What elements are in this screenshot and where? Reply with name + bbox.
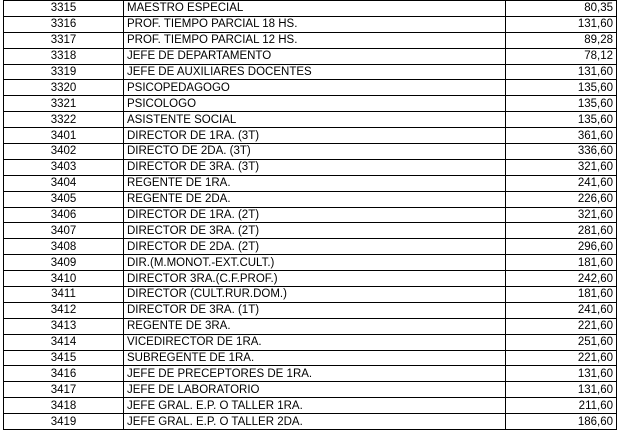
table-row [4,271,617,287]
value-cell: 211,60 [506,398,617,414]
description-cell: PROF. TIEMPO PARCIAL 18 HS. [124,16,506,32]
description-cell: ASISTENTE SOCIAL [124,112,506,128]
description-cell: PROF. TIEMPO PARCIAL 12 HS. [124,32,506,48]
positions-table [3,0,617,430]
description-cell: DIRECTOR 3RA.(C.F.PROF.) [124,271,506,287]
value-cell: 281,60 [506,223,617,239]
code-cell: 3407 [4,223,124,239]
table-row [4,1,617,17]
description-cell: JEFE DE DEPARTAMENTO [124,48,506,64]
code-cell: 3315 [4,1,124,17]
description-cell: SUBREGENTE DE 1RA. [124,350,506,366]
code-cell: 3317 [4,32,124,48]
code-cell: 3402 [4,144,124,160]
value-cell: 251,60 [506,334,617,350]
code-cell: 3409 [4,255,124,271]
table-row [4,80,617,96]
description-cell: REGENTE DE 1RA. [124,175,506,191]
value-cell: 181,60 [506,287,617,303]
description-cell: DIRECTOR (CULT.RUR.DOM.) [124,287,506,303]
description-cell: JEFE DE LABORATORIO [124,382,506,398]
code-cell: 3403 [4,159,124,175]
table-row [4,239,617,255]
value-cell: 135,60 [506,112,617,128]
table-row [4,382,617,398]
value-cell: 221,60 [506,350,617,366]
value-cell: 241,60 [506,302,617,318]
table-row [4,175,617,191]
code-cell: 3415 [4,350,124,366]
code-cell: 3408 [4,239,124,255]
description-cell: DIR.(M.MONOT.-EXT.CULT.) [124,255,506,271]
description-cell: REGENTE DE 2DA. [124,191,506,207]
code-cell: 3406 [4,207,124,223]
value-cell: 135,60 [506,80,617,96]
code-cell: 3322 [4,112,124,128]
table-row [4,191,617,207]
value-cell: 78,12 [506,48,617,64]
code-cell: 3318 [4,48,124,64]
value-cell: 131,60 [506,16,617,32]
table-row [4,334,617,350]
description-cell: DIRECTOR DE 1RA. (3T) [124,128,506,144]
table-row [4,255,617,271]
description-cell: DIRECTO DE 2DA. (3T) [124,144,506,160]
description-cell: VICEDIRECTOR DE 1RA. [124,334,506,350]
code-cell: 3316 [4,16,124,32]
table-row [4,350,617,366]
table-row [4,32,617,48]
code-cell: 3411 [4,287,124,303]
value-cell: 226,60 [506,191,617,207]
table-row [4,318,617,334]
value-cell: 89,28 [506,32,617,48]
code-cell: 3419 [4,414,124,430]
value-cell: 80,35 [506,1,617,17]
code-cell: 3401 [4,128,124,144]
description-cell: JEFE DE AUXILIARES DOCENTES [124,64,506,80]
table-row [4,48,617,64]
description-cell: JEFE GRAL. E.P. O TALLER 1RA. [124,398,506,414]
value-cell: 321,60 [506,159,617,175]
table-row [4,414,617,430]
table-row [4,366,617,382]
table-row [4,64,617,80]
code-cell: 3418 [4,398,124,414]
table-row [4,144,617,160]
code-cell: 3417 [4,382,124,398]
value-cell: 131,60 [506,366,617,382]
value-cell: 361,60 [506,128,617,144]
code-cell: 3414 [4,334,124,350]
code-cell: 3413 [4,318,124,334]
description-cell: DIRECTOR DE 3RA. (1T) [124,302,506,318]
code-cell: 3320 [4,80,124,96]
value-cell: 221,60 [506,318,617,334]
value-cell: 241,60 [506,175,617,191]
code-cell: 3405 [4,191,124,207]
description-cell: REGENTE DE 3RA. [124,318,506,334]
table-row [4,398,617,414]
description-cell: DIRECTOR DE 3RA. (2T) [124,223,506,239]
value-cell: 186,60 [506,414,617,430]
code-cell: 3416 [4,366,124,382]
table-body [4,1,617,430]
code-cell: 3319 [4,64,124,80]
table-row [4,16,617,32]
description-cell: JEFE GRAL. E.P. O TALLER 2DA. [124,414,506,430]
description-cell: DIRECTOR DE 1RA. (2T) [124,207,506,223]
description-cell: PSICOLOGO [124,96,506,112]
value-cell: 131,60 [506,382,617,398]
table-row [4,96,617,112]
value-cell: 181,60 [506,255,617,271]
table-row [4,207,617,223]
table-row [4,128,617,144]
value-cell: 135,60 [506,96,617,112]
table-row [4,302,617,318]
description-cell: JEFE DE PRECEPTORES DE 1RA. [124,366,506,382]
code-cell: 3410 [4,271,124,287]
table-row [4,287,617,303]
table-row [4,223,617,239]
description-cell: PSICOPEDAGOGO [124,80,506,96]
table-row [4,159,617,175]
value-cell: 321,60 [506,207,617,223]
value-cell: 131,60 [506,64,617,80]
code-cell: 3321 [4,96,124,112]
description-cell: MAESTRO ESPECIAL [124,1,506,17]
description-cell: DIRECTOR DE 2DA. (2T) [124,239,506,255]
value-cell: 242,60 [506,271,617,287]
description-cell: DIRECTOR DE 3RA. (3T) [124,159,506,175]
code-cell: 3404 [4,175,124,191]
table-row [4,112,617,128]
value-cell: 336,60 [506,144,617,160]
code-cell: 3412 [4,302,124,318]
value-cell: 296,60 [506,239,617,255]
